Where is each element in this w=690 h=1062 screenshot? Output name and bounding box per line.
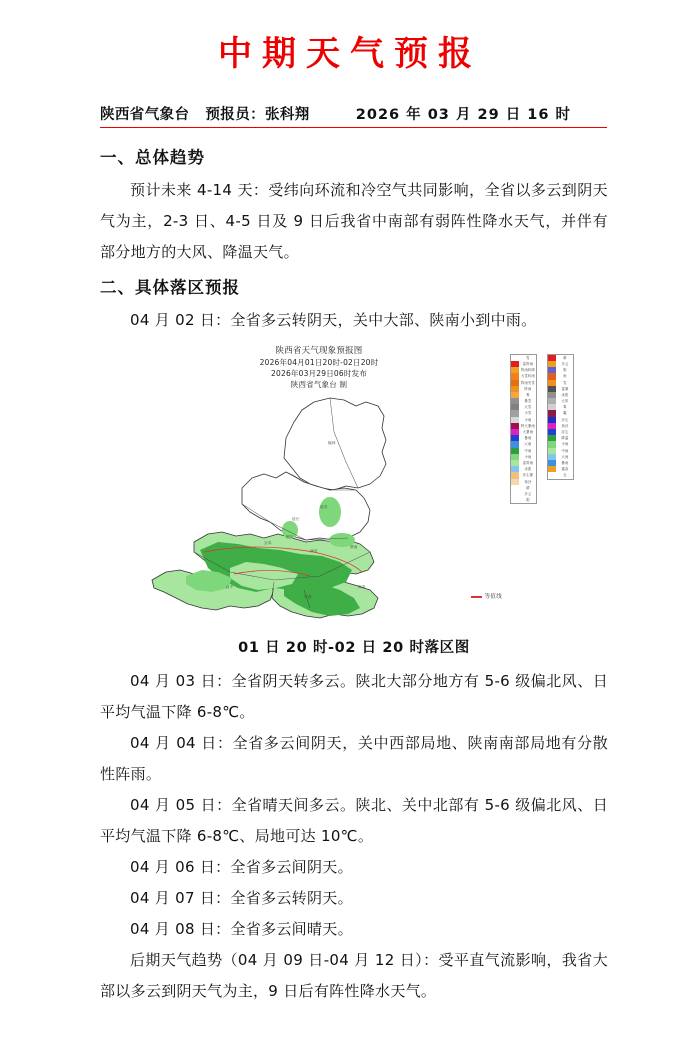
forecast-apr-08: 04 月 08 日：全省多云间晴天。 <box>130 919 353 938</box>
legend-label: 大雨 <box>561 454 569 459</box>
map-stage <box>134 346 574 631</box>
svg-text:宝鸡: 宝鸡 <box>264 540 272 545</box>
map-title-line3: 2026年03月29日06时发布 <box>271 368 367 378</box>
legend-label: 雷阵雨 <box>522 460 534 465</box>
byline <box>100 103 607 128</box>
legend-label: 大雪 <box>524 405 532 410</box>
forecast-apr-04: 04 月 04 日：全省多云间阴天，关中西部局地、陕南南部局地有分散性阵雨。 <box>100 733 608 783</box>
legend-label: 晴 <box>526 485 530 490</box>
legend-label: 冰雹 <box>561 392 569 397</box>
legend-label: 晴 <box>563 355 567 360</box>
legend-label: 大风 <box>561 399 569 404</box>
legend-label: 小雪 <box>524 411 532 416</box>
forecast-apr-02: 04 月 02 日：全省多云转阴天，关中大部、陕南小到中雨。 <box>130 310 537 329</box>
byline-forecaster: 预报员：张科翔 <box>205 106 310 123</box>
legend-label: 小雨 <box>524 454 532 459</box>
legend-label: 冰雹 <box>524 467 532 472</box>
svg-text:商洛: 商洛 <box>358 584 366 589</box>
isoline-dash-icon <box>471 596 482 598</box>
forecast-late-period-trend: 后期天气趋势（04 月 09 日-04 月 12 日）：受平直气流影响，我省大部以多云到阴天气为主，9 日后有阵性降水天气。 <box>100 950 608 1000</box>
legend-color-swatch <box>511 497 519 503</box>
document-page <box>0 23 690 1062</box>
isoline-legend-label: 等值线 <box>484 593 502 600</box>
map-title-line1: 陕西省天气现象预报图 <box>275 345 363 356</box>
legend-label: 雷阵雨 <box>522 361 534 366</box>
legend-label: 阴 <box>563 368 567 373</box>
legend-label: 多云 <box>524 491 532 496</box>
figure-caption: 01 日 20 时-02 日 20 时落区图 <box>238 639 470 656</box>
document-body <box>100 142 608 1007</box>
map-title-block <box>134 346 504 390</box>
section-heading-area-forecast: 二、具体落区预报 <box>100 277 240 297</box>
legend-label: 特大暴雨 <box>521 423 535 428</box>
svg-text:渭南: 渭南 <box>350 544 358 549</box>
forecast-map-figure <box>100 346 608 664</box>
shaanxi-map-svg <box>134 392 574 627</box>
legend-label: 雾 <box>526 392 530 397</box>
legend-row <box>511 497 536 503</box>
legend-label: 阵雨 <box>524 386 532 391</box>
legend-label: 霜冻 <box>561 467 569 472</box>
map-title-line2: 2026年04月01日20时-02日20时 <box>259 357 379 367</box>
svg-text:延安: 延安 <box>320 504 328 509</box>
legend-label: 浮尘 <box>561 430 569 435</box>
legend-label: 雪 <box>563 380 567 385</box>
legend-label: 霾 <box>563 411 567 416</box>
legend-label: 大雪转雨 <box>521 374 535 379</box>
section-heading-overall-trend: 一、总体趋势 <box>100 147 205 167</box>
svg-text:安康: 安康 <box>304 594 312 599</box>
forecast-apr-07: 04 月 07 日：全省多云转阴天。 <box>130 888 353 907</box>
legend-label: 暴雨 <box>524 436 532 441</box>
legend-row <box>548 472 573 478</box>
svg-text:延长: 延长 <box>292 516 300 521</box>
page-title: 中期天气预报 <box>218 33 482 74</box>
legend-label: 雪 <box>526 355 530 360</box>
legend-label: 扬沙 <box>561 423 569 428</box>
overall-trend-paragraph: 预计未来 4-14 天：受纬向环流和冷空气共同影响，全省以多云到阴天气为主，2-3 日、4-5 日及 9 日后我省中南部有弱阵性降水天气，并伴有部分地方的大风、降温天气。 <box>100 180 608 261</box>
legend-label: 阵雨夹雪 <box>521 380 535 385</box>
legend-label: 中雨 <box>524 448 532 453</box>
map-title-line4: 陕西省气象台 制 <box>290 379 348 389</box>
legend-label: 无 <box>563 473 567 478</box>
legend-color-swatch <box>548 472 556 478</box>
forecast-apr-06: 04 月 06 日：全省多云间阴天。 <box>130 857 353 876</box>
byline-issue-time: 2026 年 03 月 29 日 16 时 <box>355 106 571 123</box>
legend-label: 多云 <box>561 361 569 366</box>
legend-label: 阵雨转晴 <box>521 368 535 373</box>
map-legend <box>510 354 574 505</box>
legend-label: 雷暴 <box>561 386 569 391</box>
legend-label: 沙尘 <box>561 417 569 422</box>
forecast-apr-03: 04 月 03 日：全省阴天转多云。陕北大部分地方有 5-6 级偏北风、日平均气温下降 6-8℃。 <box>100 671 608 721</box>
forecast-apr-05: 04 月 05 日：全省晴天间多云。陕北、关中北部有 5-6 级偏北风、日平均气温下降 6-8℃、局地可达 10℃。 <box>100 795 608 845</box>
svg-text:汉中: 汉中 <box>226 584 234 589</box>
svg-text:西安: 西安 <box>310 548 318 553</box>
byline-agency: 陕西省气象台 <box>100 106 190 123</box>
legend-label: 小雨 <box>561 442 569 447</box>
legend-label: 中雨 <box>561 448 569 453</box>
legend-column-right <box>547 354 574 480</box>
legend-label: 大暴雨 <box>522 430 534 435</box>
legend-label: 暴雪 <box>524 399 532 404</box>
legend-label: 大雨 <box>524 442 532 447</box>
svg-text:铜川: 铜川 <box>286 534 294 539</box>
legend-label: 雨 <box>563 374 567 379</box>
legend-label: 雾 <box>563 405 567 410</box>
legend-label: 阴 <box>526 498 530 503</box>
isoline-legend-key <box>471 582 502 613</box>
shaanxi-map <box>134 392 574 627</box>
legend-label: 降温 <box>561 436 569 441</box>
legend-label: 沙尘暴 <box>522 473 534 478</box>
legend-label: 扬沙 <box>524 479 532 484</box>
svg-text:榆林: 榆林 <box>328 440 336 445</box>
legend-column-left <box>510 354 537 505</box>
legend-label: 暴雨 <box>561 460 569 465</box>
legend-label: 小雨 <box>524 417 532 422</box>
